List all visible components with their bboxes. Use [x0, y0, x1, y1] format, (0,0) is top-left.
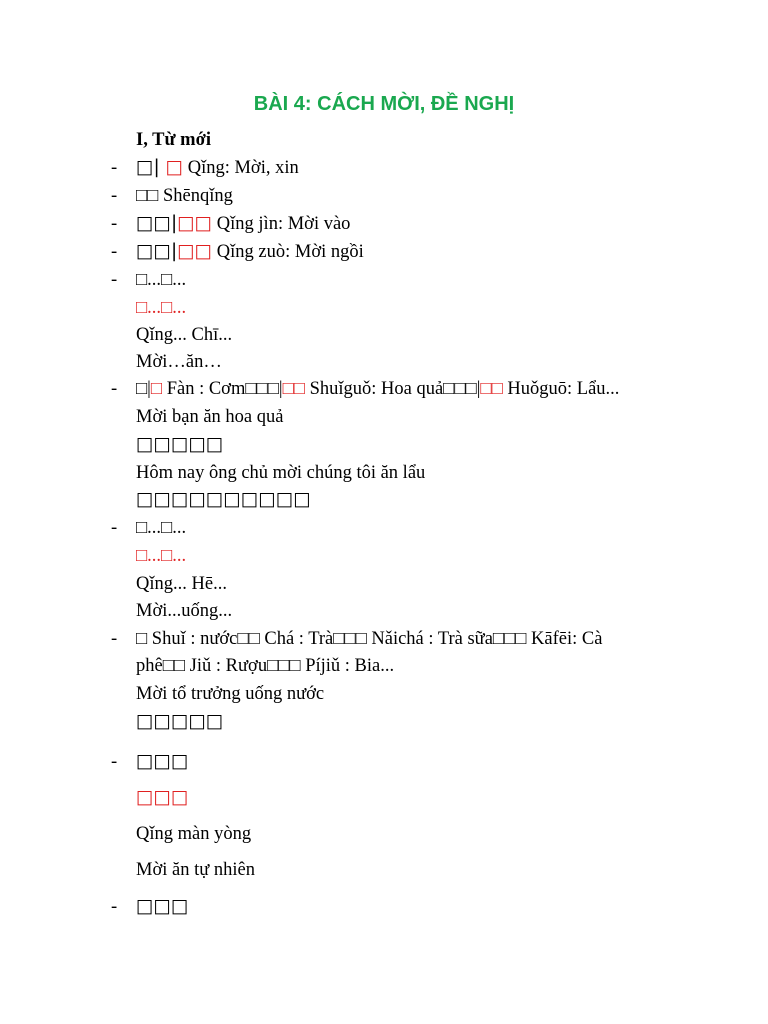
- hanzi-line: □□□: [136, 751, 189, 772]
- pinyin-line: Qǐng màn yòng: [136, 824, 252, 844]
- example-line: Mời tổ trưởng uống nước: [136, 684, 325, 704]
- vocab-line: [136, 156, 299, 180]
- section-heading: I, Từ mới: [136, 130, 211, 150]
- hanzi-text-red: □□: [282, 379, 305, 399]
- page-title: BÀI 4: CÁCH MỜI, ĐỀ NGHỊ: [253, 93, 515, 115]
- hanzi-text-red: □: [150, 379, 163, 399]
- hanzi-text: □□|: [136, 213, 178, 234]
- bullet-dash: -: [111, 897, 118, 917]
- bullet-dash: -: [111, 752, 118, 772]
- hanzi-text: □|: [136, 379, 151, 399]
- hanzi-text-red: □□: [177, 241, 213, 262]
- meaning-line: Mời ăn tự nhiên: [136, 860, 255, 880]
- pattern-line: □...□...: [136, 270, 187, 290]
- bullet-dash: -: [111, 214, 118, 234]
- pinyin-line: Qǐng... Hē...: [136, 574, 227, 594]
- hanzi-line: □□□: [136, 896, 189, 917]
- pattern-line-red: □...□...: [136, 546, 187, 566]
- vocab-line: [136, 377, 619, 401]
- meaning-text: Qǐng: Mời, xin: [183, 158, 299, 178]
- pattern-line-red: □...□...: [136, 298, 187, 318]
- meaning-text: Fàn : Cơm□□□|: [162, 379, 283, 399]
- example-line: Mời bạn ăn hoa quả: [136, 407, 284, 427]
- hanzi-text: □|: [136, 157, 166, 178]
- hanzi-line: □□□□□: [136, 711, 224, 732]
- bullet-dash: -: [111, 186, 118, 206]
- hanzi-line-red: □□□: [136, 787, 189, 808]
- meaning-text: Shuǐguǒ: Hoa quả□□□|: [304, 379, 481, 399]
- vocab-line: □□ Shēnqǐng: [136, 186, 233, 206]
- pinyin-line: Qǐng... Chī...: [136, 325, 233, 345]
- vocab-line: [136, 212, 350, 236]
- meaning-line: Mời...uống...: [136, 601, 233, 621]
- hanzi-text-red: □□: [480, 379, 503, 399]
- bullet-dash: -: [111, 242, 118, 262]
- bullet-dash: -: [111, 158, 118, 178]
- hanzi-text-red: □□: [177, 213, 213, 234]
- meaning-line: Mời…ăn…: [136, 352, 222, 372]
- hanzi-text-red: □: [165, 157, 184, 178]
- hanzi-line: □□□□□: [136, 434, 224, 455]
- hanzi-text: □□|: [136, 241, 178, 262]
- meaning-text: Qǐng jìn: Mời vào: [212, 214, 351, 234]
- example-line: Hôm nay ông chủ mời chúng tôi ăn lẩu: [136, 463, 426, 483]
- meaning-text: Qǐng zuò: Mời ngồi: [212, 242, 364, 262]
- meaning-text: Huǒguō: Lẩu...: [502, 379, 620, 399]
- pattern-line: □...□...: [136, 518, 187, 538]
- vocab-line: □ Shuǐ : nước□□ Chá : Trà□□□ Nǎichá : Trà sữa□□□ Kāfēi: Cà: [136, 629, 603, 649]
- bullet-dash: -: [111, 270, 118, 290]
- vocab-line: [136, 240, 364, 264]
- bullet-dash: -: [111, 379, 118, 399]
- bullet-dash: -: [111, 518, 118, 538]
- hanzi-line: □□□□□□□□□□: [136, 489, 311, 510]
- bullet-dash: -: [111, 629, 118, 649]
- vocab-line: phê□□ Jiǔ : Rượu□□□ Píjiǔ : Bia...: [136, 656, 395, 676]
